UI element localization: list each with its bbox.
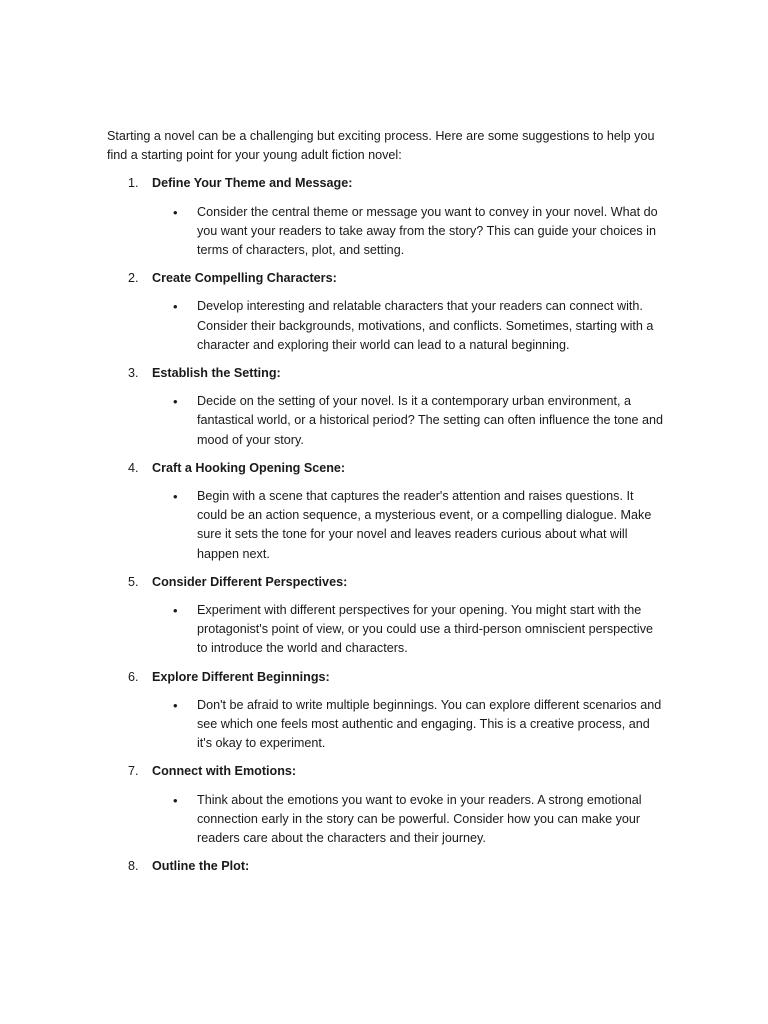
bullet-item: [107, 487, 667, 564]
step-title: Create Compelling Characters:: [152, 271, 337, 286]
step-number: 8.: [128, 859, 139, 874]
bullet-text: Develop interesting and relatable characters that your readers can connect with. Consider their backgrounds, motivations, and conflicts. Sometimes, starting with a character and exploring their world can lead to a natural beginning.: [197, 299, 654, 352]
step-number: 7.: [128, 764, 139, 779]
document-page: [107, 127, 667, 886]
bullet-text: Don't be afraid to write multiple beginnings. You can explore different scenarios and see which one feels most authentic and engaging. This is a creative process, and it's okay to experiment.: [197, 697, 662, 751]
step-number: 3.: [128, 366, 139, 381]
step-heading: [107, 459, 667, 478]
bullet-item: [107, 297, 667, 355]
list-item: [107, 269, 667, 355]
bullet-icon: •: [173, 489, 178, 505]
list-item: [107, 459, 667, 564]
intro-paragraph: Starting a novel can be a challenging but exciting process. Here are some suggestions to help you find a starting point for your young adult fiction novel:: [107, 129, 655, 163]
step-heading: [107, 269, 667, 288]
bullet-text: Experiment with different perspectives for your opening. You might start with the protagonist's point of view, or you could use a third-person omniscient perspective to introduce the world and characters.: [197, 603, 654, 656]
list-item: [107, 174, 667, 260]
bullet-text: Begin with a scene that captures the reader's attention and raises questions. It could be an action sequence, a mysterious event, or a compelling dialogue. Make sure it sets the tone for your novel and leaves readers curious about what will happen next.: [197, 489, 652, 561]
list-item: [107, 762, 667, 848]
step-title: Consider Different Perspectives:: [152, 574, 348, 589]
list-item: [107, 573, 667, 659]
bullet-icon: •: [173, 204, 178, 220]
list-item: [107, 668, 667, 754]
bullet-item: [107, 392, 667, 450]
step-title: Connect with Emotions:: [152, 764, 297, 779]
bullet-icon: •: [173, 394, 178, 410]
bullet-item: [107, 696, 667, 754]
step-number: 1.: [128, 176, 139, 191]
step-title: Outline the Plot:: [152, 859, 250, 874]
bullet-item: [107, 791, 667, 849]
steps-list: [107, 174, 667, 876]
step-heading: [107, 174, 667, 193]
step-number: 6.: [128, 669, 139, 684]
bullet-icon: •: [173, 603, 178, 619]
bullet-text: Consider the central theme or message you want to convey in your novel. What do you want your readers to take away from the story? This can guide your choices in terms of characters, plot, and setting.: [197, 204, 658, 258]
bullet-item: [107, 203, 667, 261]
bullet-icon: •: [173, 792, 178, 808]
step-heading: [107, 364, 667, 383]
step-title: Define Your Theme and Message:: [152, 176, 353, 191]
bullet-text: Decide on the setting of your novel. Is it a contemporary urban environment, a fantastical world, or a historical period? The setting can often influence the tone and mood of your story.: [197, 394, 664, 447]
bullet-item: [107, 601, 667, 659]
step-title: Establish the Setting:: [152, 366, 281, 381]
list-item: [107, 364, 667, 450]
bullet-text: Think about the emotions you want to evoke in your readers. A strong emotional connection early in the story can be powerful. Consider how you can make your readers care about the characters and their journey.: [197, 792, 642, 846]
step-heading: [107, 762, 667, 781]
bullet-icon: •: [173, 697, 178, 713]
step-number: 2.: [128, 271, 139, 286]
step-number: 5.: [128, 574, 139, 589]
step-number: 4.: [128, 460, 139, 475]
step-title: Explore Different Beginnings:: [152, 669, 330, 684]
step-heading: [107, 573, 667, 592]
step-title: Craft a Hooking Opening Scene:: [152, 460, 346, 475]
step-heading: [107, 857, 667, 876]
list-item: [107, 857, 667, 876]
step-heading: [107, 668, 667, 687]
bullet-icon: •: [173, 299, 178, 315]
